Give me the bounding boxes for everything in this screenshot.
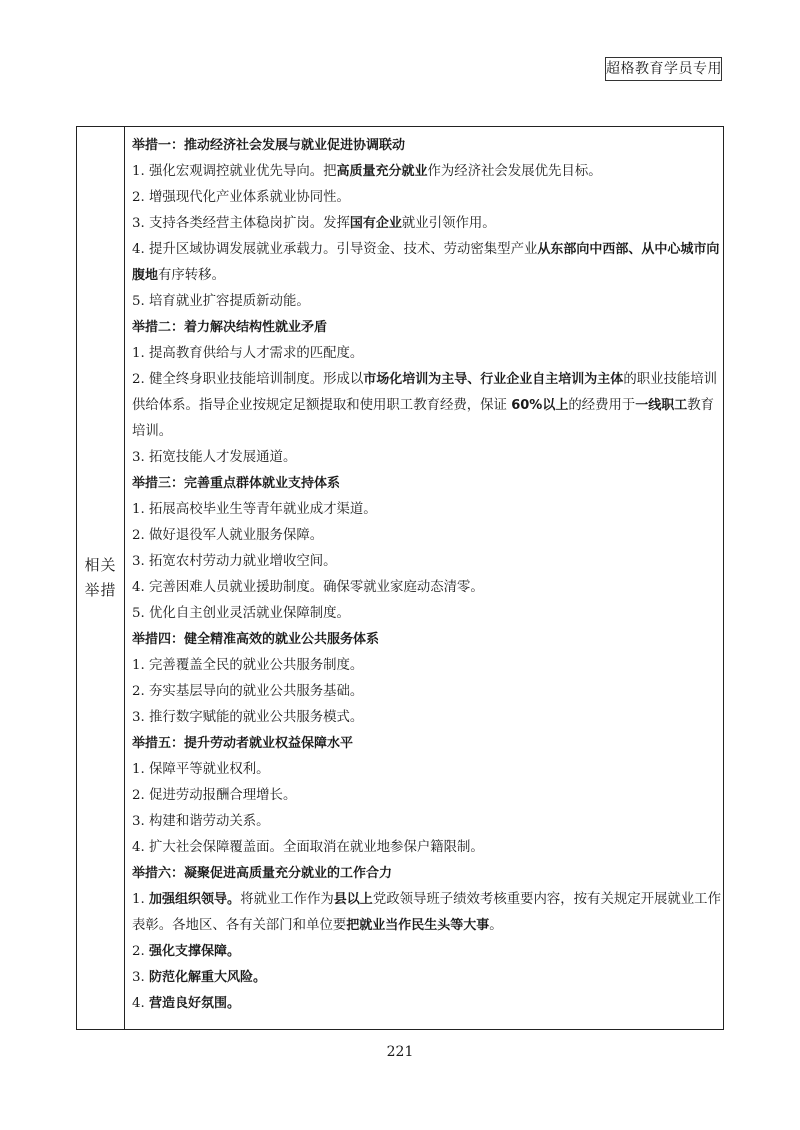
emphasis-text: 县以上: [333, 892, 373, 907]
measure-text-line: [132, 289, 720, 315]
body-text: 3. 推行数字赋能的就业公共服务模式。: [132, 710, 364, 725]
measure-heading: [132, 471, 720, 497]
heading-text: 举措五：提升劳动者就业权益保障水平: [132, 736, 354, 751]
emphasis-text: 从东部向中西部、从中心城市向: [537, 242, 720, 257]
measure-heading: [132, 133, 720, 159]
measure-heading: [132, 731, 720, 757]
emphasis-text: 腹地: [132, 268, 159, 283]
heading-text: 举措三：完善重点群体就业支持体系: [132, 476, 341, 491]
body-text: 5. 优化自主创业灵活就业保障制度。: [132, 606, 350, 621]
body-text: 表彰。各地区、各有关部门和单位要: [132, 918, 347, 933]
heading-text: 举措一：推动经济社会发展与就业促进协调联动: [132, 138, 406, 153]
body-text: 1. 提高教育供给与人才需求的匹配度。: [132, 346, 364, 361]
measure-text-line: [132, 185, 720, 211]
body-text: 4. 提升区域协调发展就业承载力。引导资金、技术、劳动密集型产业: [132, 242, 538, 257]
body-text: 1. 拓展高校毕业生等青年就业成才渠道。: [132, 502, 377, 517]
body-text: 4.: [132, 996, 150, 1011]
measure-text-line: [132, 835, 720, 861]
body-text: 3.: [132, 970, 150, 985]
column-divider: [124, 127, 125, 1029]
measure-text-line: [132, 939, 720, 965]
measure-text-line: [132, 367, 720, 393]
emphasis-text: 一线职工: [635, 398, 688, 413]
measure-heading: [132, 315, 720, 341]
measure-text-line: [132, 705, 720, 731]
body-text: 2. 健全终身职业技能培训制度。形成以: [132, 372, 364, 387]
body-text: 的经费用于: [568, 398, 636, 413]
body-text: 4. 完善困难人员就业援助制度。确保零就业家庭动态清零。: [132, 580, 484, 595]
body-text: 2. 增强现代化产业体系就业协同性。: [132, 190, 350, 205]
body-text: 作为经济社会发展优先目标。: [427, 164, 602, 179]
body-text: 2. 促进劳动报酬合理增长。: [132, 788, 297, 803]
measures-content: [132, 133, 720, 1017]
body-text: 5. 培育就业扩容提质新动能。: [132, 294, 310, 309]
heading-text: 举措六：凝聚促进高质量充分就业的工作合力: [132, 866, 393, 881]
measure-heading: [132, 861, 720, 887]
row-label: [85, 553, 117, 603]
measure-text-line: [132, 549, 720, 575]
body-text: 有序转移。: [158, 268, 225, 283]
emphasis-text: 国有企业: [349, 216, 402, 231]
body-text: 3. 拓宽农村劳动力就业增收空间。: [132, 554, 337, 569]
heading-text: 举措二：着力解决结构性就业矛盾: [132, 320, 328, 335]
measure-text-line: [132, 757, 720, 783]
measure-text-line: [132, 575, 720, 601]
emphasis-text: 加强组织领导。: [149, 892, 241, 907]
measure-text-line: [132, 965, 720, 991]
body-text: 。: [489, 918, 503, 933]
emphasis-text: 营造良好氛围。: [149, 996, 241, 1011]
body-text: 2. 夯实基层导向的就业公共服务基础。: [132, 684, 364, 699]
body-text: 3. 支持各类经营主体稳岗扩岗。发挥: [132, 216, 350, 231]
measure-text-line: [132, 601, 720, 627]
body-text: 2.: [132, 944, 150, 959]
body-text: 2. 做好退役军人就业服务保障。: [132, 528, 324, 543]
row-label-line2: 举措: [84, 581, 117, 599]
body-text: 党政领导班子绩效考核重要内容，按有关规定开展就业工作: [372, 892, 721, 907]
measure-text-line: [132, 679, 720, 705]
body-text: 就业引领作用。: [401, 216, 496, 231]
measure-text-line: [132, 991, 720, 1017]
emphasis-text: 把就业当作民生头等大事: [346, 918, 490, 933]
measure-text-line: [132, 419, 720, 445]
measure-heading: [132, 627, 720, 653]
measure-text-line: [132, 809, 720, 835]
body-text: 将就业工作作为: [240, 892, 334, 907]
emphasis-text: 高质量充分就业: [336, 164, 428, 179]
body-text: 1. 强化宏观调控就业优先导向。把: [132, 164, 337, 179]
measure-text-line: [132, 237, 720, 263]
body-text: 1. 完善覆盖全民的就业公共服务制度。: [132, 658, 364, 673]
measure-text-line: [132, 913, 720, 939]
label-cell: [77, 127, 124, 1029]
measure-text-line: [132, 497, 720, 523]
page-number: 221: [386, 1044, 414, 1060]
body-text: 3. 拓宽技能人才发展通道。: [132, 450, 297, 465]
measure-text-line: [132, 393, 720, 419]
watermark-stamp: 超格教育学员专用: [605, 57, 722, 81]
measure-text-line: [132, 211, 720, 237]
measure-text-line: [132, 341, 720, 367]
measure-text-line: [132, 653, 720, 679]
measures-table: [76, 126, 724, 1030]
measure-text-line: [132, 523, 720, 549]
body-text: 1. 保障平等就业权利。: [132, 762, 270, 777]
body-text: 培训。: [132, 424, 173, 439]
body-text: 4. 扩大社会保障覆盖面。全面取消在就业地参保户籍限制。: [132, 840, 484, 855]
body-text: 的职业技能培训: [623, 372, 718, 387]
measure-text-line: [132, 263, 720, 289]
emphasis-text: 60%以上: [511, 398, 569, 413]
body-text: 3. 构建和谐劳动关系。: [132, 814, 270, 829]
measure-text-line: [132, 783, 720, 809]
body-text: 1.: [132, 892, 150, 907]
emphasis-text: 防范化解重大风险。: [149, 970, 267, 985]
emphasis-text: 市场化培训为主导、行业企业自主培训为主体: [363, 372, 624, 387]
measure-text-line: [132, 887, 720, 913]
measure-text-line: [132, 159, 720, 185]
heading-text: 举措四：健全精准高效的就业公共服务体系: [132, 632, 380, 647]
measure-text-line: [132, 445, 720, 471]
body-text: 教育: [687, 398, 715, 413]
body-text: 供给体系。指导企业按规定足额提取和使用职工教育经费，保证: [132, 398, 512, 413]
row-label-line1: 相关: [84, 556, 117, 574]
emphasis-text: 强化支撑保障。: [149, 944, 241, 959]
